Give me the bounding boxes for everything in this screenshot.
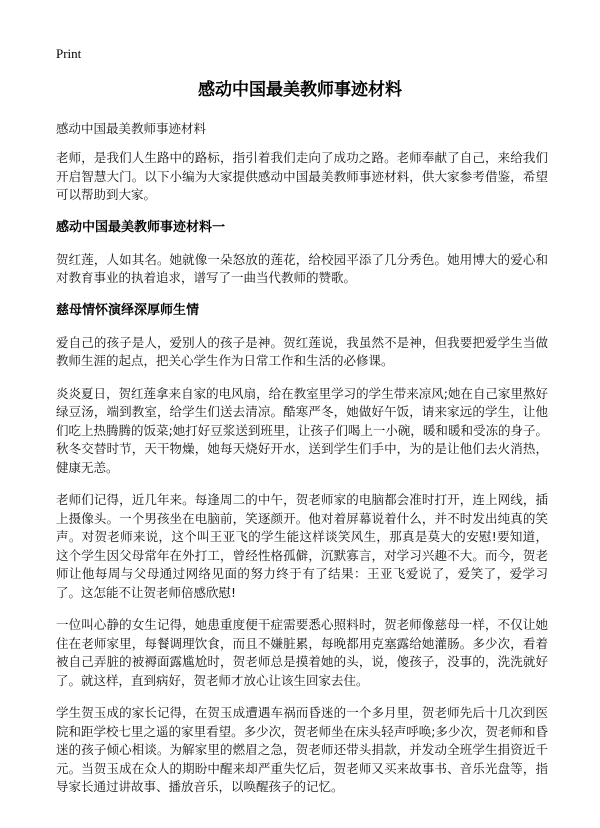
paragraph-1: 贺红莲，人如其名。她就像一朵怒放的莲花，给校园平添了几分秀色。她用博大的爱心和对教育事业的执着追求，谱写了一曲当代教师的赞歌。 xyxy=(56,251,548,285)
paragraph-5: 一位叫心静的女生记得，她患重度便干症需要悉心照料时，贺老师像慈母一样，不仅让她住在老师家里，每餐调理饮食，而且不嫌脏累，每晚都用克塞露给她灌肠。多少次，看着被自己弄脏的被褥面露尴尬时，贺老师总是摸着她的头，说，傻孩子，没事的，洗洗就好了。就这样，直到病好，贺老师才放心让该生回家去住。 xyxy=(56,617,548,688)
section-heading-2: 慈母情怀演绎深厚师生情 xyxy=(56,302,200,318)
paragraph-4: 老师们记得，近几年来。每逢周二的中午，贺老师家的电脑都会准时打开，连上网线，插上摄像头。一个男孩坐在电脑前，笑逐颜开。他对着屏幕说着什么，并不时发出纯真的笑声。对贺老师来说，这个叫王亚飞的学生能这样谈笑风生，那真是莫大的安慰!要知道，这个学生因父母常年在外打工，曾经性格孤僻，沉默寡言，对学习兴趣不大。而今，贺老师让他每周与父母通过网络见面的努力终于有了结果：王亚飞爱说了，爱笑了，爱学习了。这怎能不让贺老师倍感欣慰! xyxy=(56,492,548,600)
section-heading-1: 感动中国最美教师事迹材料一 xyxy=(56,219,226,235)
page-title: 感动中国最美教师事迹材料 xyxy=(198,80,402,100)
document-subtitle: 感动中国最美教师事迹材料 xyxy=(56,121,207,136)
intro-paragraph: 老师，是我们人生路中的路标，指引着我们走向了成功之路。老师奉献了自己，来给我们开启智慧大门。以下小编为大家提供感动中国最美教师事迹材料，供大家参考借鉴，希望可以帮助到大家。 xyxy=(56,150,548,202)
print-link[interactable]: Print xyxy=(56,46,82,61)
paragraph-6: 学生贺玉成的家长记得，在贺玉成遭遇车祸而昏迷的一个多月里，贺老师先后十几次到医院和距学校七里之遥的家里看望。多少次，贺老师坐在床头轻声呼唤;多少次，贺老师和昏迷的孩子倾心相谈。为解家里的燃眉之急，贺老师还带头捐款，并发动全班学生捐资近千元。当贺玉成在众人的期盼中醒来却严重失忆后，贺老师又买来故事书、音乐光盘等，指导家长通过讲故事、播放音乐，以唤醒孩子的记忆。 xyxy=(56,705,548,794)
article-body xyxy=(56,149,548,811)
paragraph-2: 爱自己的孩子是人，爱别人的孩子是神。贺红莲说，我虽然不是神，但我要把爱学生当做教师生涯的起点，把关心学生作为日常工作和生活的必修课。 xyxy=(56,334,548,368)
paragraph-3: 炎炎夏日，贺红莲拿来自家的电风扇，给在教室里学习的学生带来凉风;她在自己家里熬好绿豆汤，端到教室，给学生们送去清凉。酷寒严冬，她做好午饭，请来家远的学生，让他们吃上热腾腾的饭菜;她打好豆浆送到班里，让孩子们喝上一小碗，暖和暖和受冻的身子。秋冬交替时节，天干物燥，她每天烧好开水，送到学生们手中，为的是让他们去火消热，健康无恙。 xyxy=(56,385,548,475)
